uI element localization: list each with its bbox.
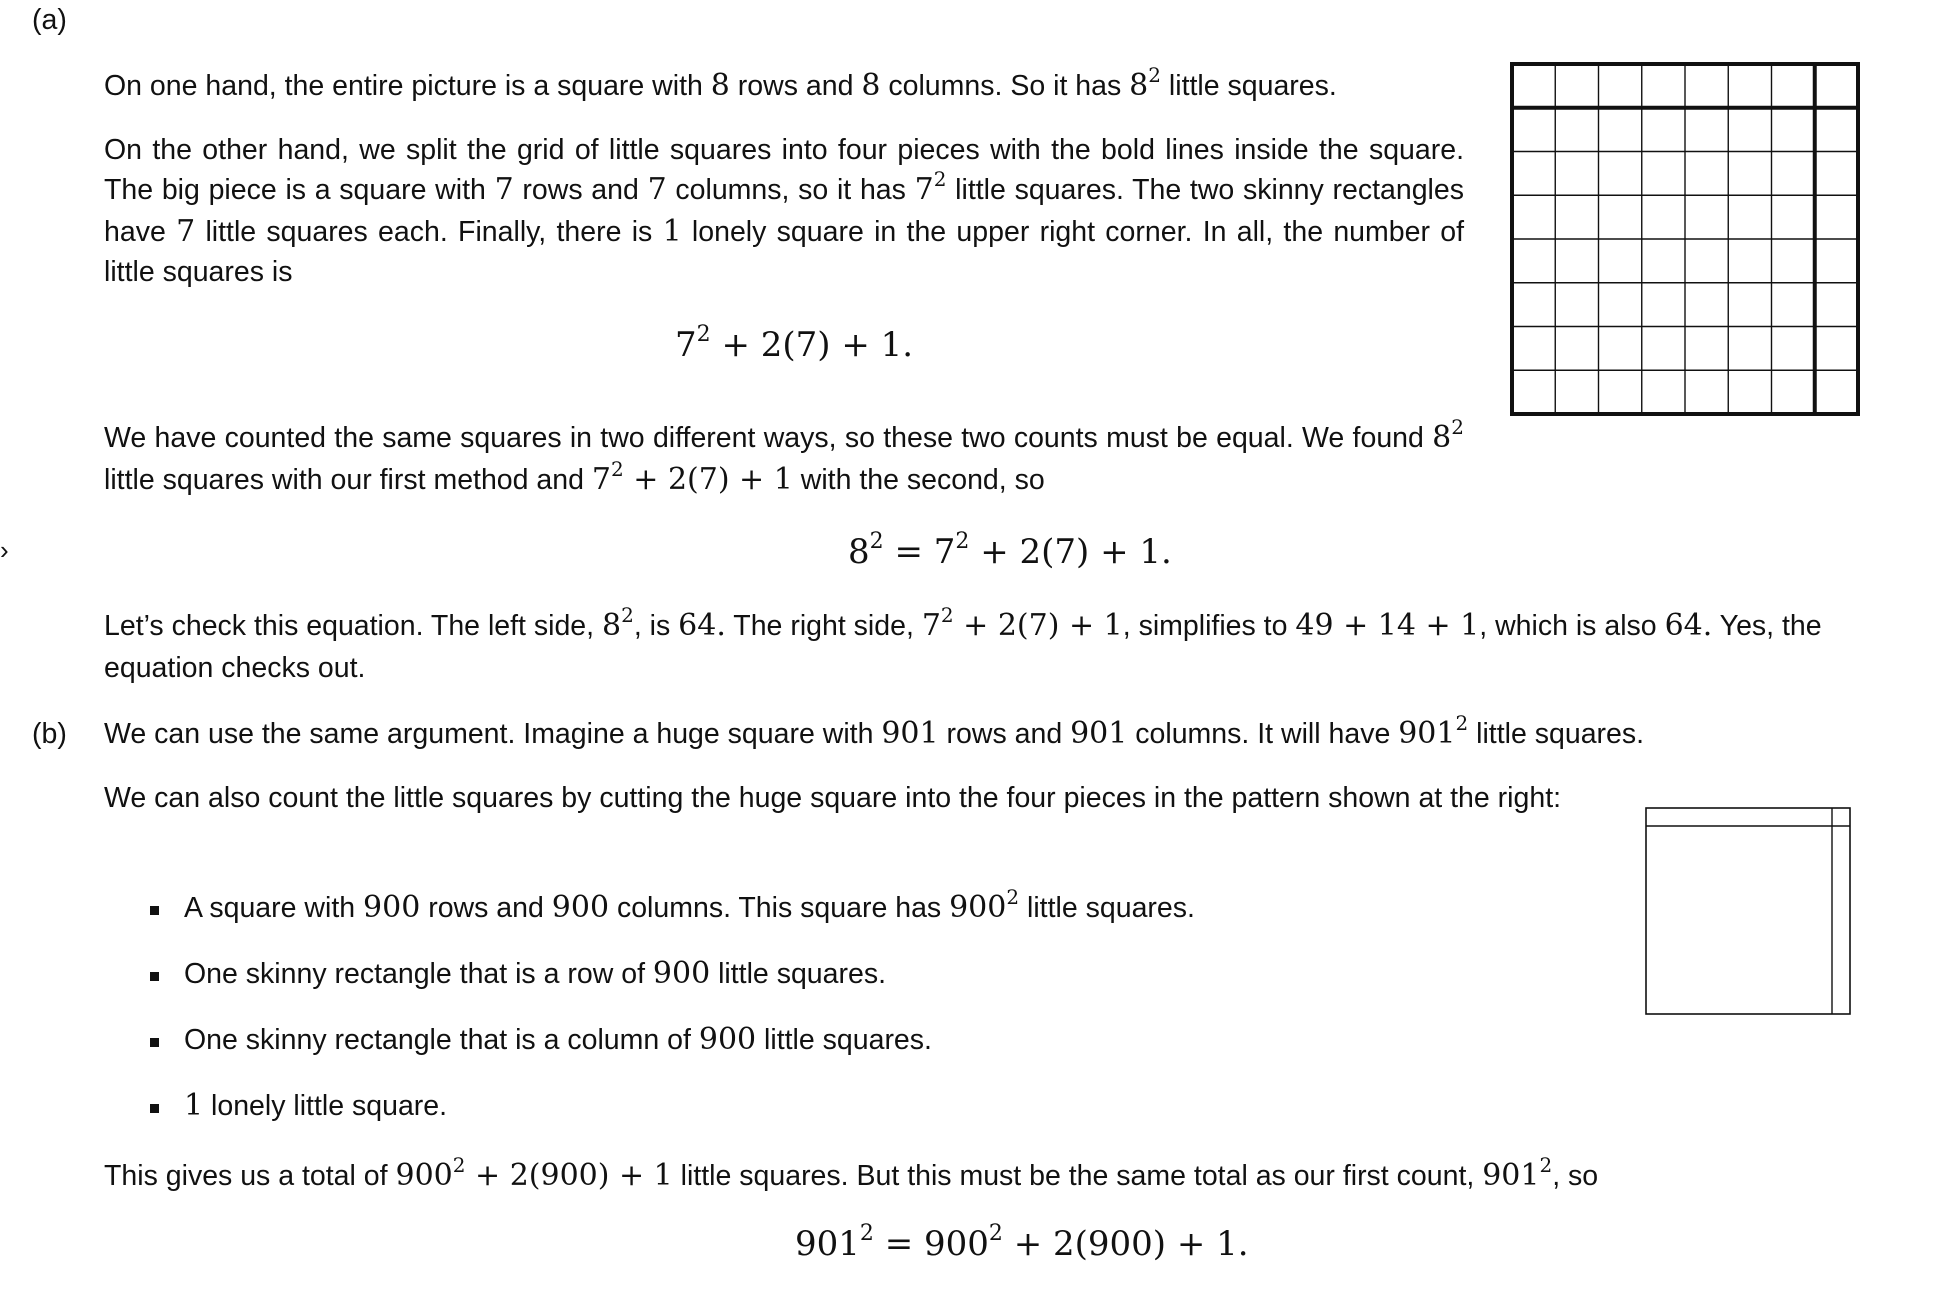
- math-rest: + 2(7) + 1.: [969, 532, 1172, 572]
- math-exponent: 2: [1455, 711, 1469, 735]
- text: little squares with our first method and: [104, 464, 592, 496]
- bullet-item-lonely-square: [184, 1086, 447, 1126]
- text: rows and: [729, 70, 862, 102]
- math: 900: [551, 890, 610, 925]
- bullet-marker: [150, 1104, 159, 1113]
- grid-8x8-diagram: [1510, 62, 1860, 418]
- text: columns. So it has: [880, 70, 1130, 102]
- bullet-item-big-square: [184, 885, 1195, 930]
- math-base: 8: [1129, 68, 1149, 103]
- math: 900: [363, 890, 421, 925]
- math: [1432, 415, 1464, 455]
- text: , which is also: [1479, 610, 1665, 642]
- math-exponent: 2: [452, 1153, 466, 1177]
- math-base: 8: [848, 532, 870, 572]
- math: 64.: [1664, 608, 1713, 643]
- math-base: 900: [949, 890, 1007, 925]
- math-exponent: 2: [933, 167, 947, 191]
- part-a-paragraph-1: [104, 63, 1337, 108]
- text: columns. This square has: [609, 892, 950, 924]
- math-exponent: 2: [621, 603, 634, 627]
- math-base: 8: [1432, 420, 1452, 455]
- math-base: 7: [675, 325, 697, 365]
- math-mid: = 900: [873, 1224, 989, 1264]
- math-base: 900: [395, 1158, 453, 1193]
- text: lonely square in the upper right corner. In all, the number of little squares is: [104, 216, 1464, 288]
- text: , simplifies to: [1122, 610, 1296, 642]
- text: On one hand, the entire picture is a square with: [104, 70, 711, 102]
- text: rows and: [938, 718, 1071, 750]
- math: 901: [1070, 716, 1128, 751]
- text: , is: [633, 610, 679, 642]
- math-exponent: 2: [611, 457, 624, 481]
- math-rest: + 2(900) + 1.: [1002, 1224, 1249, 1264]
- text: On the other hand, we split the grid of little squares into four pieces with the bold lines inside the square. The big piece is a square with: [104, 134, 1464, 206]
- math: 900: [652, 956, 711, 991]
- text: little squares each. Finally, there is: [195, 216, 663, 248]
- math-exponent: 2: [869, 529, 884, 554]
- text: columns. It will have: [1127, 718, 1399, 750]
- text: little squares. The two skinny rectangles have: [104, 174, 1464, 248]
- math-exponent: 2: [940, 603, 954, 627]
- math-base: 901: [795, 1224, 860, 1264]
- text: rows and: [513, 174, 648, 206]
- math: [1129, 63, 1161, 103]
- pattern-diagram: [1644, 806, 1854, 1016]
- math: 8: [861, 68, 881, 103]
- math: 64.: [678, 608, 726, 643]
- math: 1: [184, 1088, 204, 1123]
- text: One skinny rectangle that is a row of: [184, 958, 653, 990]
- math-exponent: 2: [988, 1221, 1003, 1246]
- text: little squares.: [756, 1024, 932, 1056]
- math-exponent: 2: [1006, 885, 1020, 909]
- math-exponent: 2: [955, 529, 970, 554]
- text: little squares.: [1019, 892, 1195, 924]
- math-exponent: 2: [1451, 415, 1464, 439]
- pattern-outer-square: [1646, 808, 1850, 1014]
- math: 7: [647, 172, 667, 207]
- part-a-paragraph-3: [104, 415, 1464, 502]
- math: [395, 1153, 673, 1193]
- math: 8: [710, 68, 730, 103]
- text: One skinny rectangle that is a column of: [184, 1024, 699, 1056]
- text: We can use the same argument. Imagine a huge square with: [104, 718, 882, 750]
- math: [602, 603, 634, 643]
- bullet-marker: [150, 906, 159, 915]
- math: 49 + 14 + 1: [1295, 608, 1480, 643]
- math-base: 8: [602, 608, 622, 643]
- text: columns, so it has: [666, 174, 915, 206]
- math-base: 901: [1482, 1158, 1540, 1193]
- math: 7: [494, 172, 514, 207]
- text: little squares. But this must be the same total as our first count,: [672, 1160, 1483, 1192]
- math: [914, 167, 947, 207]
- math: [949, 885, 1020, 925]
- math-exponent: 2: [1148, 63, 1161, 87]
- math-rest: + 2(900) + 1: [465, 1158, 673, 1193]
- part-b-marker: (b): [32, 718, 67, 750]
- bullet-marker: [150, 1038, 159, 1047]
- text: little squares.: [1160, 70, 1337, 102]
- math-base: 7: [914, 172, 934, 207]
- math-mid: = 7: [883, 532, 956, 572]
- math-rest: + 2(7) + 1.: [710, 325, 914, 365]
- math-base: 7: [591, 462, 611, 497]
- text: Yes, the: [1712, 610, 1822, 642]
- text: This gives us a total of: [104, 1160, 396, 1192]
- part-a-paragraph-4: [104, 603, 1822, 688]
- text: The right side,: [725, 610, 922, 642]
- bullet-item-row-rectangle: [184, 954, 886, 994]
- text: A square with: [184, 892, 364, 924]
- math: [921, 603, 1123, 643]
- text: equation checks out.: [104, 652, 366, 684]
- part-a-marker: (a): [32, 4, 67, 36]
- math-rest: + 2(7) + 1: [953, 608, 1123, 643]
- math: [1398, 711, 1469, 751]
- bullet-marker: [150, 972, 159, 981]
- text: lonely little square.: [203, 1090, 448, 1122]
- math-base: 7: [921, 608, 941, 643]
- math: [591, 457, 793, 497]
- part-b-equation: [795, 1222, 1249, 1271]
- text: little squares.: [1468, 718, 1645, 750]
- math-exponent: 2: [696, 322, 711, 347]
- math: 900: [698, 1022, 757, 1057]
- math-rest: + 2(7) + 1: [623, 462, 793, 497]
- bullet-item-column-rectangle: [184, 1020, 932, 1060]
- text: , so: [1552, 1160, 1599, 1192]
- math: 901: [881, 716, 939, 751]
- math: 7: [176, 214, 196, 249]
- text: with the second, so: [792, 464, 1045, 496]
- math-exponent: 2: [859, 1221, 874, 1246]
- part-a-equation-1: [675, 323, 913, 372]
- part-a-paragraph-2: [104, 130, 1464, 292]
- part-b-paragraph-1: [104, 711, 1645, 756]
- math: 1: [662, 214, 682, 249]
- part-a-equation-2: [848, 530, 1172, 579]
- text: We have counted the same squares in two different ways, so these two counts must be equal. We found: [104, 422, 1433, 454]
- part-b-paragraph-3: [104, 1153, 1599, 1198]
- math: [1482, 1153, 1553, 1193]
- text: rows and: [420, 892, 552, 924]
- text: little squares.: [710, 958, 887, 990]
- margin-arrow-glyph: ›: [0, 535, 9, 565]
- math-exponent: 2: [1539, 1153, 1553, 1177]
- math-base: 901: [1398, 716, 1456, 751]
- part-b-paragraph-2: We can also count the little squares by cutting the huge square into the four pieces in the pattern shown at the right:: [104, 782, 1562, 814]
- text: Let’s check this equation. The left side,: [104, 610, 602, 642]
